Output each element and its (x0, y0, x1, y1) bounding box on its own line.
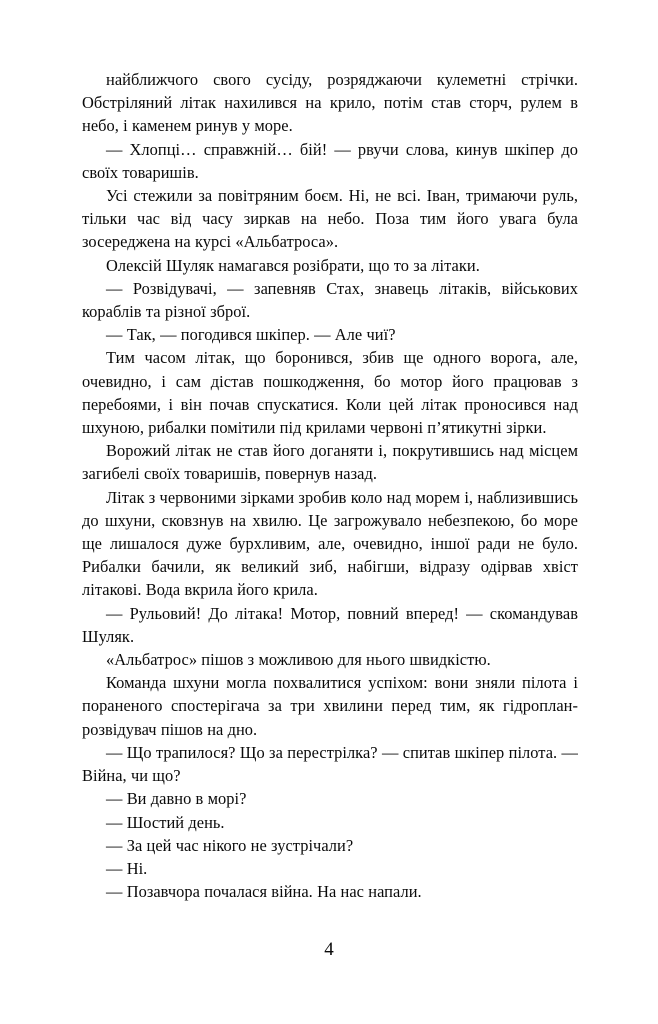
paragraph: — Ви давно в морі? (106, 789, 247, 809)
paragraph: «Альбатрос» пішов з можливою для нього швидкістю. (106, 650, 491, 670)
paragraph: — Розвідувачі, — запевняв Стах, знавець літаків, військових кораблів та різної зброї. (82, 278, 578, 322)
paragraph: — Позавчора почалася війна. На нас напали. (106, 882, 422, 902)
paragraph: — Рульовий! До літака! Мотор, повний вперед! — скомандував Шуляк. (82, 603, 578, 646)
paragraph: — Що трапилося? Що за перестрілка? — спитав шкіпер пілота. — Війна, чи що? (82, 742, 578, 786)
paragraph: Команда шхуни могла похвалитися успіхом: вони зняли пілота і пораненого спостерігача за три хвилини перед тим, як гідроплан-розвідувач пішов на дно. (82, 673, 578, 739)
paragraph: Олексій Шуляк намагався розібрати, що то за літаки. (106, 255, 480, 275)
paragraph: Ворожий літак не став його доганяти і, покрутившись над місцем загибелі своїх товаришів, повернув назад. (82, 441, 578, 484)
paragraph: — Так, — погодився шкіпер. — Але чиї? (106, 325, 396, 345)
paragraph: Тим часом літак, що боронився, збив ще одного ворога, але, очевидно, і сам дістав пошкодження, бо мотор його працював з перебоями, і він почав спускатися. Коли цей літак проносився над шхуною, рибалки помітили під крилами червоні п’ятикутні зірки. (82, 348, 578, 438)
page-number: 4 (324, 939, 334, 960)
paragraph: — За цей час нікого не зустрічали? (106, 835, 354, 855)
paragraph: — Шостий день. (106, 812, 225, 832)
paragraph: найближчого свого сусіду, розряджаючи кулеметні стрічки. Обстріляний літак нахилився на крило, потім став сторч, рулем в небо, і каменем ринув у море. (82, 70, 578, 136)
paragraph: Усі стежили за повітряним боєм. Ні, не всі. Іван, тримаючи руль, тільки час від часу зиркав на небо. Поза тим його увага була зосереджена на курсі «Альбатроса». (82, 186, 578, 252)
paragraph: Літак з червоними зірками зробив коло над морем і, наблизившись до шхуни, сковзнув на хвилю. Це загрожувало небезпекою, бо море ще лишалося дуже бурхливим, але, очевидно, іншої ради не було. Рибалки бачили, як великий зиб, набігши, відразу одірвав хвіст літакові. Вода вкрила його крила. (82, 487, 578, 600)
page-text-body (82, 68, 578, 903)
paragraph: — Хлопці… справжній… бій! — рвучи слова, кинув шкіпер до своїх товаришів. (82, 139, 578, 182)
paragraph: — Ні. (106, 858, 148, 878)
